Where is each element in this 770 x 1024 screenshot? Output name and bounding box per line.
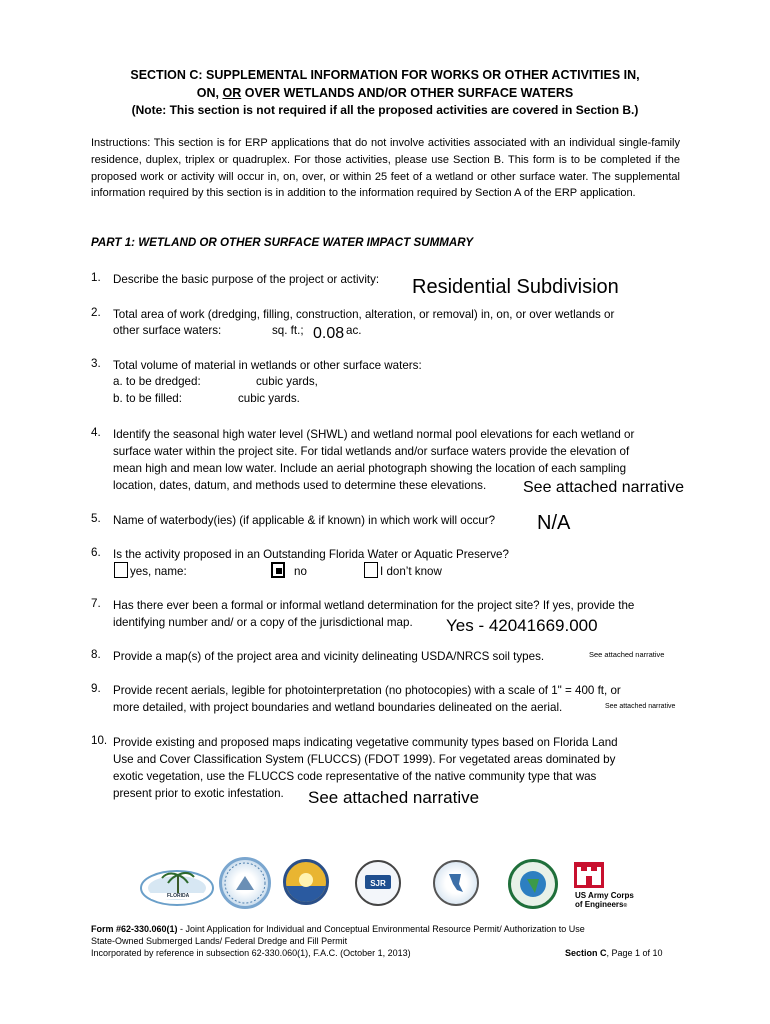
q5-number: 5. (91, 512, 101, 525)
q3-b-label: b. to be filled: (113, 392, 182, 405)
q1-answer[interactable]: Residential Subdivision (412, 276, 619, 298)
florida-palm-icon (137, 866, 217, 908)
q2-number: 2. (91, 306, 101, 319)
q9-number: 9. (91, 682, 101, 695)
swf-seal-icon (433, 860, 479, 906)
footer-line3: Incorporated by reference in subsection 62-330.060(1), F.A.C. (October 1, 2013) (91, 948, 411, 958)
q4-line1: Identify the seasonal high water level (SHWL) and wetland normal pool elevations for each wetland or (113, 428, 635, 441)
footer-line2: State-Owned Submerged Lands/ Federal Dredge and Fill Permit (91, 936, 348, 946)
section-title-line1: SECTION C: SUPPLEMENTAL INFORMATION FOR WORKS OR OTHER ACTIVITIES IN, (130, 68, 640, 82)
q10-line1: Provide existing and proposed maps indicating vegetative community types based on Florida Land (113, 736, 618, 749)
q3-number: 3. (91, 357, 101, 370)
q7-line1: Has there ever been a formal or informal wetland determination for the project site? If yes, provide the (113, 599, 635, 612)
q6-yes-label: yes, name: (130, 565, 187, 578)
svg-text:SJR: SJR (370, 879, 386, 888)
q10-number: 10. (91, 734, 108, 747)
q8-text: Provide a map(s) of the project area and vicinity delineating USDA/NRCS soil types. (113, 650, 545, 663)
q5-text: Name of waterbody(ies) (if applicable & if known) in which work will occur? (113, 514, 496, 527)
q1-text: Describe the basic purpose of the project or activity: (113, 273, 380, 286)
instructions-paragraph: Instructions: This section is for ERP applications that do not involve activities associated with an individual single-family residence, duplex, triplex or quadruplex. For those activities, please use Section B. This form is to be completed if the proposed work or activity will occur in, on, over, or within 25 feet of a wetland or other surface water. The supplemental information required by this section is in addition to the information required by Section A of the ERP application. (91, 137, 680, 200)
section-note: (Note: This section is not required if all the proposed activities are covered in Section B.) (131, 103, 639, 117)
corps-line1: US Army Corps (575, 891, 634, 900)
q10-answer[interactable]: See attached narrative (308, 788, 480, 807)
title-or: OR (222, 86, 242, 100)
florida-state-logo (137, 866, 217, 908)
corps-registered: ® (623, 903, 628, 909)
q2-line2: other surface waters: (113, 324, 222, 337)
footer-line1 (91, 924, 691, 935)
q6-number: 6. (91, 546, 101, 559)
part1-heading: PART 1: WETLAND OR OTHER SURFACE WATER IMPACT SUMMARY (91, 236, 474, 249)
army-corps-castle-icon (574, 862, 604, 888)
title-on: ON, (196, 86, 223, 100)
q4-line2: surface water within the project site. For tidal wetlands and/or surface waters provide the elevation of (113, 445, 630, 458)
q9-line1: Provide recent aerials, legible for photointerpretation (no photocopies) with a scale of 1" = 400 ft, or (113, 684, 621, 697)
q3-a-label: a. to be dredged: (113, 375, 201, 388)
q10-line4: present prior to exotic infestation. (113, 787, 284, 800)
q4-answer[interactable]: See attached narrative (523, 479, 684, 496)
q5-answer[interactable]: N/A (537, 512, 571, 534)
q4-number: 4. (91, 426, 101, 439)
q6-no-checkbox[interactable] (271, 562, 285, 578)
title-rest: OVER WETLANDS AND/OR OTHER SURFACE WATERS (241, 86, 574, 100)
q3-b-unit: cubic yards. (238, 392, 300, 405)
q9-line2: more detailed, with project boundaries and wetland boundaries delineated on the aerial. (113, 701, 563, 714)
footer-page: , Page 1 of 10 (606, 948, 663, 958)
q2-acres-value[interactable]: 0.08 (313, 325, 345, 342)
footer-form-number: Form #62-330.060(1) (91, 924, 178, 934)
q8-answer[interactable]: See attached narrative (589, 650, 665, 659)
footer-page-info (565, 948, 663, 959)
q6-text: Is the activity proposed in an Outstanding Florida Water or Aquatic Preserve? (113, 548, 509, 561)
nwf-seal-icon (508, 859, 558, 909)
footer-form-title: - Joint Application for Individual and Conceptual Environmental Resource Permit/ Authorization to Use (177, 924, 585, 934)
q1-number: 1. (91, 271, 101, 284)
q2-acres-label: ac. (346, 324, 362, 337)
q6-no-label: no (294, 565, 307, 578)
sjr-seal-icon (355, 860, 401, 906)
florida-label: FLORIDA (167, 893, 190, 899)
q6-yes-checkbox[interactable] (114, 562, 128, 578)
q7-number: 7. (91, 597, 101, 610)
q7-answer[interactable]: Yes - 42041669.000 (446, 616, 598, 635)
q4-line4: location, dates, datum, and methods used to determine these elevations. (113, 479, 487, 492)
q2-line1: Total area of work (dredging, filling, construction, alteration, or removal) in, on, or over wetlands or (113, 308, 615, 321)
water-district-seal-icon (283, 859, 329, 905)
q3-a-unit: cubic yards, (256, 375, 318, 388)
q6-unknown-label: I don’t know (380, 565, 442, 578)
section-title-line2 (0, 86, 770, 100)
army-corps-label (575, 891, 634, 911)
q7-line2: identifying number and/ or a copy of the jurisdictional map. (113, 616, 413, 629)
q9-answer[interactable]: See attached narrative (605, 703, 676, 710)
dep-seal-icon (219, 857, 271, 909)
q10-line2: Use and Cover Classification System (FLUCCS) (FDOT 1999). For vegetated areas dominated by (113, 753, 616, 766)
q4-line3: mean high and mean low water. Include an aerial photograph showing the location of each sampling (113, 462, 627, 475)
q3-text: Total volume of material in wetlands or other surface waters: (113, 359, 422, 372)
footer-section: Section C (565, 948, 607, 958)
q8-number: 8. (91, 648, 101, 661)
corps-line2: of Engineers (575, 900, 624, 909)
q10-line3: exotic vegetation, use the FLUCCS code representative of the native community type that was (113, 770, 597, 783)
q2-sqft-label: sq. ft.; (272, 324, 304, 337)
q6-unknown-checkbox[interactable] (364, 562, 378, 578)
